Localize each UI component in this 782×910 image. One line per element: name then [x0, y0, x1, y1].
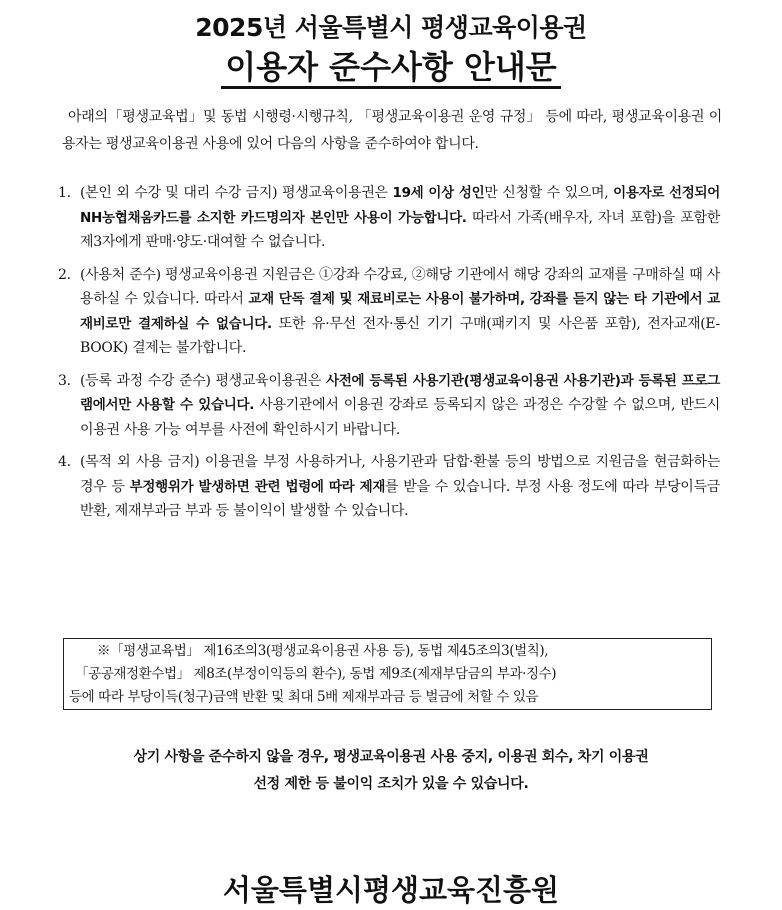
closing-statement: [40, 744, 742, 798]
rule-text-part: 또한 유·무선 전자·통신 기기 구매(패키지 및 사은품 포함), 전자교재(E-BOOK) 결제는 불가합니다.: [80, 315, 720, 356]
rule-text-part: (본인 외 수강 및 대리 수강 금지) 평생교육이용권은: [80, 185, 393, 201]
rule-item-4: [58, 450, 720, 524]
rule-text-bold: 19세 이상 성인: [392, 185, 485, 201]
rule-text: [80, 263, 720, 361]
document-title-line2: [0, 42, 782, 88]
rule-text: [80, 450, 720, 524]
rule-number: 4.: [58, 454, 71, 470]
document-title-line2-text: 이용자 준수사항 안내문: [221, 48, 560, 89]
document-title-line1: 2025년 서울특별시 평생교육이용권: [195, 13, 587, 42]
rule-text-part: 를 받을 수 있습니다. 부정 사용 정도에 따라 부당이득금 반환, 제재부과금 부과 등 불이익이 발생할 수 있습니다.: [80, 478, 720, 519]
rules-list: [58, 181, 720, 532]
intro-paragraph: 아래의「평생교육법」및 동법 시행령·시행규칙, 「평생교육이용권 운영 규정」 등에 따라, 평생교육이용권 이용자는 평생교육이용권 사용에 있어 다음의 사항을 준수하여야 합니다.: [62, 109, 722, 152]
rule-item-2: [58, 263, 720, 361]
legal-notice-line: 「공공재정환수법」 제8조(부정이익등의 환수), 동법 제9조(제재부담금의 부과·징수): [75, 666, 557, 682]
rule-text: [80, 369, 720, 443]
closing-line: 상기 사항을 준수하지 않을 경우, 평생교육이용권 사용 중지, 이용권 회수, 차기 이용권: [133, 749, 649, 765]
rule-text-part: (등록 과정 수강 준수) 평생교육이용권은: [80, 372, 327, 389]
rule-number: 2.: [58, 266, 71, 283]
rule-text-part: 사용기관에서 이용권 강좌로 등록되지 않은 과정은 수강할 수 없으며, 반드시 이용권 사용 가능 여부를 사전에 확인하시기 바랍니다.: [80, 397, 720, 438]
rule-number: 1.: [58, 185, 71, 201]
rule-text-bold: 이용자로 선정되어 NH농협채움카드를 소지한 카드명의자 본인만 사용이 가능합니다.: [80, 185, 720, 226]
legal-notice-box: [63, 638, 712, 710]
organization-name: 서울특별시평생교육진흥원: [222, 873, 560, 907]
rule-text-bold: 사전에 등록된 사용기관(평생교육이용권 사용기관)과 등록된 프로그램에서만 사용할 수 있습니다.: [80, 372, 720, 413]
rule-text: [80, 181, 720, 255]
legal-notice-line: ※「평생교육법」 제16조의3(평생교육이용권 사용 등), 동법 제45조의3(벌칙),: [97, 643, 549, 659]
rule-text-part: (목적 외 사용 금지) 이용권을 부정 사용하거나, 사용기관과 담합·환불 등의 방법으로 지원금을 현금화하는 경우 등: [80, 454, 720, 495]
closing-line: 선정 제한 등 불이익 조치가 있을 수 있습니다.: [253, 776, 529, 792]
rule-text-part: 만 신청할 수 있으며,: [484, 185, 614, 201]
rule-item-3: [58, 369, 720, 443]
rule-text-part: (사용처 준수) 평생교육이용권 지원금은 ①강좌 수강료, ②해당 기관에서 해당 강좌의 교재를 구매하실 때 사용하실 수 있습니다. 따라서: [80, 266, 720, 307]
rule-item-1: [58, 181, 720, 255]
rule-text-bold: 교재 단독 결제 및 재료비로는 사용이 불가하며, 강좌를 듣지 않는 타 기관에서 교재비로만 결제하실 수 없습니다.: [80, 291, 720, 332]
rule-text-bold: 부정행위가 발생하면 관련 법령에 따라 제재: [129, 478, 386, 495]
rule-number: 3.: [58, 372, 71, 389]
rule-text-part: 따라서 가족(배우자, 자녀 포함)을 포함한 제3자에게 판매·양도·대여할 수 없습니다.: [80, 209, 720, 250]
legal-notice-line: 등에 따라 부당이득(청구)금액 반환 및 최대 5배 제재부과금 등 벌금에 처할 수 있음: [69, 689, 539, 705]
